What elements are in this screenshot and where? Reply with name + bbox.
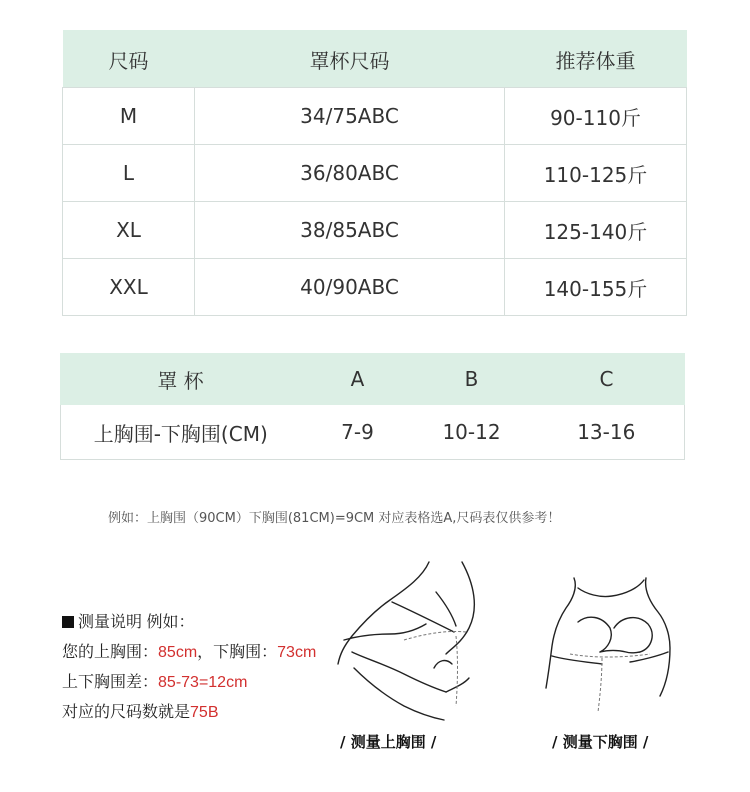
cup-a-range: 7-9: [301, 405, 415, 460]
cup-b-range: 10-12: [415, 405, 529, 460]
cup-cell: 40/90ABC: [195, 259, 505, 316]
header-size: 尺码: [63, 31, 195, 88]
under-bust-value: 73cm: [277, 644, 317, 661]
result-label: 对应的尺码数就是: [62, 704, 191, 721]
header-cup-c: C: [529, 354, 685, 405]
header-cup-a: A: [301, 354, 415, 405]
size-cell: XL: [63, 202, 195, 259]
size-table-header: [63, 31, 687, 88]
under-bust-label: ，下胸围：: [197, 644, 278, 661]
table-row: [63, 259, 687, 316]
upper-bust-value: 85cm: [158, 644, 198, 661]
upper-bust-caption: / 测量上胸围 /: [340, 733, 437, 751]
example-note: 例如：上胸围（90CM）下胸围(81CM)=9CM 对应表格选A,尺码表仅供参考！: [108, 511, 561, 526]
square-bullet-icon: [62, 616, 74, 628]
result-value: 75B: [190, 704, 219, 721]
cup-cell: 36/80ABC: [195, 145, 505, 202]
size-cell: XXL: [63, 259, 195, 316]
upper-bust-measure-illustration: [334, 556, 484, 726]
table-row: [63, 145, 687, 202]
table-row: [63, 88, 687, 145]
header-weight: 推荐体重: [505, 31, 687, 88]
weight-cell: 140-155斤: [505, 259, 687, 316]
header-cup-size: 罩杯尺码: [195, 31, 505, 88]
cup-cell: 34/75ABC: [195, 88, 505, 145]
cup-table: [60, 353, 685, 460]
measure-title-line: [62, 608, 316, 638]
size-cell: M: [63, 88, 195, 145]
cup-c-range: 13-16: [529, 405, 685, 460]
measure-line-3: [62, 698, 316, 728]
measure-line-2: [62, 668, 316, 698]
weight-cell: 110-125斤: [505, 145, 687, 202]
cup-cell: 38/85ABC: [195, 202, 505, 259]
weight-cell: 90-110斤: [505, 88, 687, 145]
size-cell: L: [63, 145, 195, 202]
bust-difference-label: 上胸围-下胸围(CM): [61, 405, 301, 460]
header-cup-b: B: [415, 354, 529, 405]
difference-value: 85-73=12cm: [158, 674, 248, 691]
difference-label: 上下胸围差：: [62, 674, 159, 691]
table-row: [63, 202, 687, 259]
under-bust-caption: / 测量下胸围 /: [552, 733, 649, 751]
upper-bust-label: 您的上胸围：: [62, 644, 159, 661]
measure-line-1: [62, 638, 316, 668]
measure-title: 测量说明 例如：: [78, 614, 195, 631]
table-row: [61, 405, 685, 460]
under-bust-measure-illustration: [542, 572, 692, 722]
weight-cell: 125-140斤: [505, 202, 687, 259]
size-table: [62, 30, 687, 316]
cup-table-header: [61, 354, 685, 405]
header-cup: 罩 杯: [61, 354, 301, 405]
measure-instructions: [62, 608, 316, 728]
